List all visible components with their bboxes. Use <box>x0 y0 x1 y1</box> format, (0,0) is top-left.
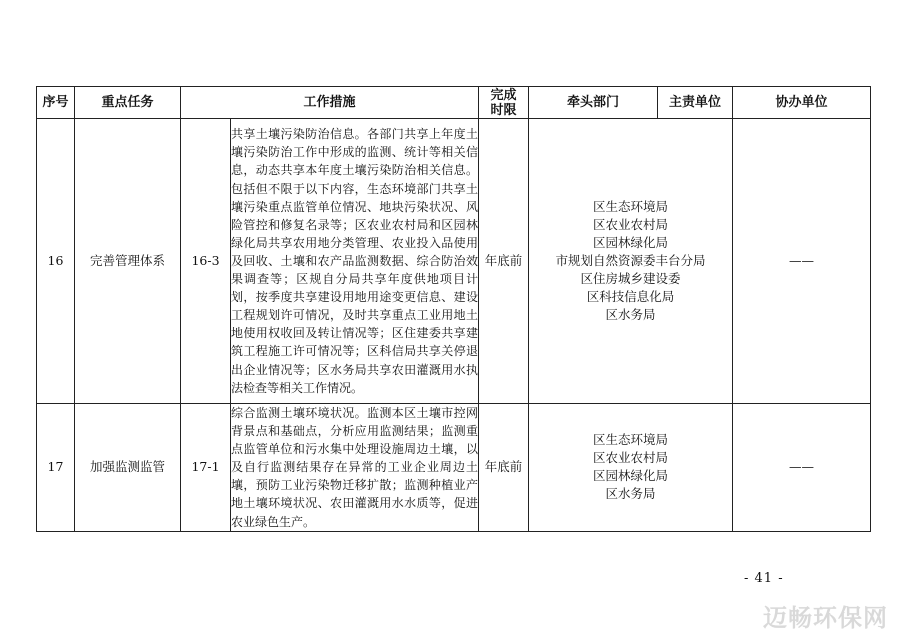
row-departments <box>529 119 733 404</box>
table-header-row <box>37 87 871 119</box>
row-assist: —— <box>733 404 871 532</box>
row-assist: —— <box>733 119 871 404</box>
department-item: 市规划自然资源委丰台分局 <box>555 253 706 268</box>
department-item: 区生态环境局 <box>593 432 669 448</box>
row-task: 完善管理体系 <box>75 119 181 404</box>
department-item: 区农业农村局 <box>593 217 669 232</box>
department-item: 区园林绿化局 <box>593 468 669 484</box>
row-measures: 综合监测土壤环境状况。监测本区土壤市控网背景点和基础点，分析应用监测结果；监测重点监管单位和污水集中处理设施周边土壤，以及自行监测结果存在异常的工业企业周边土壤，预防工业污染物迁移扩散；监测种植业产地土壤环境状况、农田灌溉用水水质等，促进农业绿色生产。 <box>231 404 479 532</box>
header-assist-unit: 协办单位 <box>733 87 871 119</box>
department-item: 区水务局 <box>605 486 656 502</box>
header-measures: 工作措施 <box>181 87 479 119</box>
table-row <box>37 119 871 404</box>
header-lead-department: 牵头部门 <box>529 87 658 119</box>
header-responsible-unit: 主责单位 <box>658 87 733 119</box>
header-index: 序号 <box>37 87 75 119</box>
department-item: 区园林绿化局 <box>593 235 669 250</box>
row-deadline: 年底前 <box>479 404 529 532</box>
department-item: 区科技信息化局 <box>586 289 675 304</box>
page-number: - 41 - <box>744 571 784 586</box>
task-table <box>36 86 871 532</box>
table-row <box>37 404 871 532</box>
row-deadline: 年底前 <box>479 119 529 404</box>
header-deadline <box>479 87 529 119</box>
department-item: 区农业农村局 <box>593 450 669 466</box>
header-task: 重点任务 <box>75 87 181 119</box>
header-deadline-line2: 时限 <box>490 102 517 118</box>
department-item: 区生态环境局 <box>593 199 669 214</box>
watermark-logo: 迈畅环保网 <box>763 604 888 632</box>
header-deadline-line1: 完成 <box>490 87 517 103</box>
row-index: 17 <box>37 404 75 532</box>
row-departments <box>529 404 733 532</box>
department-item: 区住房城乡建设委 <box>580 271 681 286</box>
department-item: 区水务局 <box>605 307 656 322</box>
row-sub-index: 16-3 <box>181 119 231 404</box>
row-task: 加强监测监管 <box>75 404 181 532</box>
row-index: 16 <box>37 119 75 404</box>
row-sub-index: 17-1 <box>181 404 231 532</box>
row-measures: 共享土壤污染防治信息。各部门共享上年度土壤污染防治工作中形成的监测、统计等相关信息，动态共享本年度土壤污染防治相关信息。包括但不限于以下内容，生态环境部门共享土壤污染重点监管单位情况、地块污染状况、风险管控和修复名录等；区农业农村局和区园林绿化局共享农用地分类管理、农业投入品使用及回收、土壤和农产品监测数据、综合防治效果调查等；区规自分局共享年度供地项目计划，按季度共享建设用地用途变更信息、建设工程规划许可情况，及时共享重点工业用地土地使用权收回及转让情况等；区住建委共享建筑工程施工许可情况等；区科信局共享关停退出企业情况等；区水务局共享农田灌溉用水执法检查等相关工作情况。 <box>231 119 479 404</box>
